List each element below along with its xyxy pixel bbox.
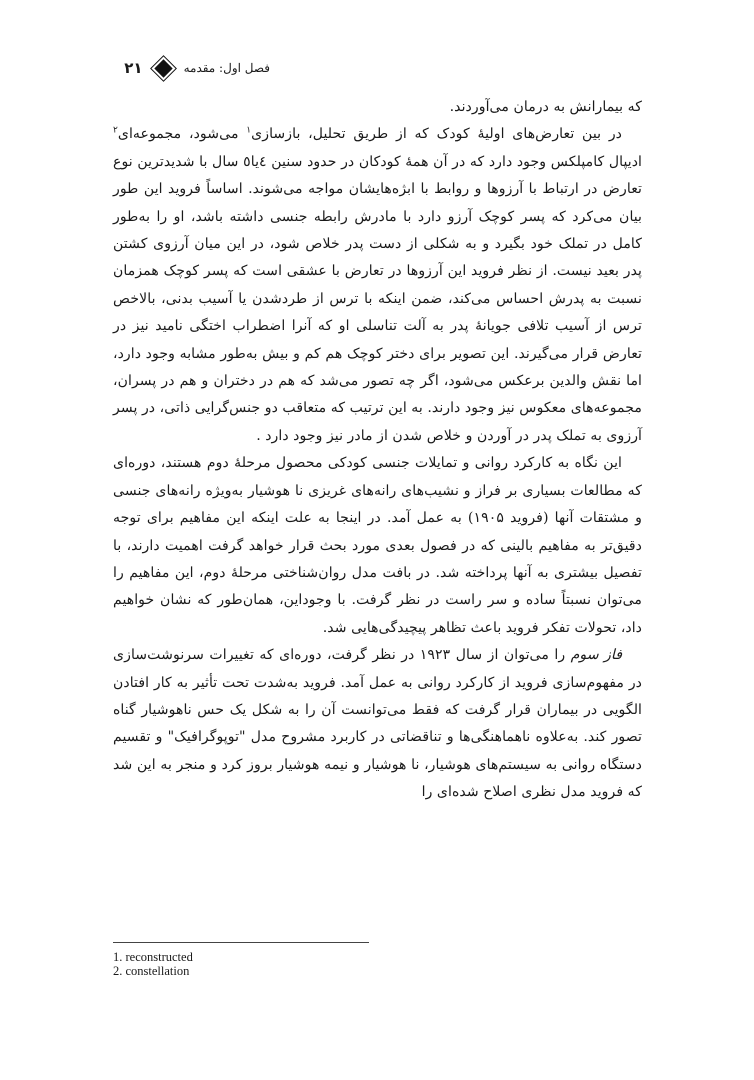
body-text xyxy=(113,94,642,807)
paragraph-2-part-b: می‌شود، مجموعه‌ای xyxy=(117,126,247,143)
paragraph-2 xyxy=(113,121,642,450)
page-number: ۲۱ xyxy=(124,59,143,77)
footnote-ref-2: ۲ xyxy=(113,125,118,136)
chapter-title: فصل اول: مقدمه xyxy=(183,61,270,75)
paragraph-4-italic-term: فاز سوم xyxy=(570,647,622,664)
paragraph-1: که بیمارانش به درمان می‌آوردند. xyxy=(449,99,642,115)
paragraph-2-part-c: ادیپال کامپلکس وجود دارد که در آن همهٔ کودکان در حدود سنین ٤یا٥ سال با شدیدترین نوع تعارض در ارتباط با آرزوها و روابط با ابژه‌هایشان مواجه می‌شوند. اساساً فروید این طور بیان می‌کرد که پسر کوچک آرزو دارد با مادرش رابطه جنسی داشته باشد، او را به‌طور کامل در تملک خود بگیرد و به شکلی از دست پدر خلاص شود، در این میان آرزوی کشتن پدر بعید نیست. از نظر فروید این آرزوها در تعارض با عشقی است که پسر کوچک همزمان نسبت به پدرش احساس می‌کند، ضمن اینکه با ترس از طردشدن یا آسیب بدنی، بالاخص ترس از آسیب تلافی جویانهٔ پدر به آلت تناسلی او که آنرا اضطراب اختگی نامید نیز در تعارض قرار می‌گیرند. این تصویر برای دختر کوچک هم کم و بیش به‌طور مشابه وجود دارد، اما نقش والدین برعکس می‌شود، اگر چه تصور می‌شد که هم در دختران و هم در پسران، مجموعه‌های معکوس نیز وجود دارند. به این ترتیب که متعاقب دو جنس‌گرایی ذاتی، در پسر آرزوی به تملک پدر در آوردن و خلاص شدن از مادر نیز وجود دارد . xyxy=(113,153,642,444)
footnote-divider xyxy=(113,942,369,943)
footnote-ref-1: ۱ xyxy=(246,125,252,136)
paragraph-2-part-a: در بین تعارض‌های اولیهٔ کودک که از طریق تحلیل، بازسازی xyxy=(251,126,622,143)
footnotes xyxy=(113,950,513,978)
running-header xyxy=(110,56,270,80)
diamond-ornament-icon xyxy=(154,59,172,77)
footnote-1: 1. reconstructed xyxy=(113,950,193,964)
paragraph-4 xyxy=(113,642,642,806)
paragraph-3: این نگاه به کارکرد روانی و تمایلات جنسی کودکی محصول مرحلهٔ دوم هستند، دوره‌ای که مطالعات بسیاری بر فراز و نشیب‌های رانه‌های غریزی نا هوشیار به‌ویژه رانه‌های جنسی و مشتقات آنها (فروید ۱۹۰۵) به عمل آمد. در اینجا به علت اینکه این مفاهیم برای توجه دقیق‌تر به مفاهیم بالینی که در فصول بعدی مورد بحث قرار خواهد گرفت اهمیت دارند، با تفصیل بیشتری به آنها پرداخته شد. در بافت مدل روان‌شناختی مرحلهٔ دوم، این مفاهیم را می‌توان نسبتاً ساده و سر راست در نظر گرفت. با وجوداین، همان‌طور که نشان خواهیم داد، تحولات تفکر فروید باعث تظاهر پیچیدگی‌هایی شد. xyxy=(113,455,642,636)
paragraph-4-text: را می‌توان از سال ۱۹۲۳ در نظر گرفت، دوره‌ای که تغییرات سرنوشت‌سازی در مفهوم‌سازی فروید از کارکرد روانی به عمل آمد. فروید به‌شدت تحت تأثیر به کار افتادن الگویی در بیماران قرار گرفت که فقط می‌توانست آن را به شکل یک حس ناهوشیار گناه تصور کند. به‌علاوه ناهماهنگی‌ها و تناقضاتی در کاربرد مشروح مدل "توپوگرافیک" و تقسیم دستگاه روانی به سیستم‌های هوشیار، نا هوشیار و نیمه هوشیار بروز کرد و منجر به این شد که فروید مدل نظری اصلاح شده‌ای را xyxy=(113,647,642,801)
footnote-2: 2. constellation xyxy=(113,964,190,978)
